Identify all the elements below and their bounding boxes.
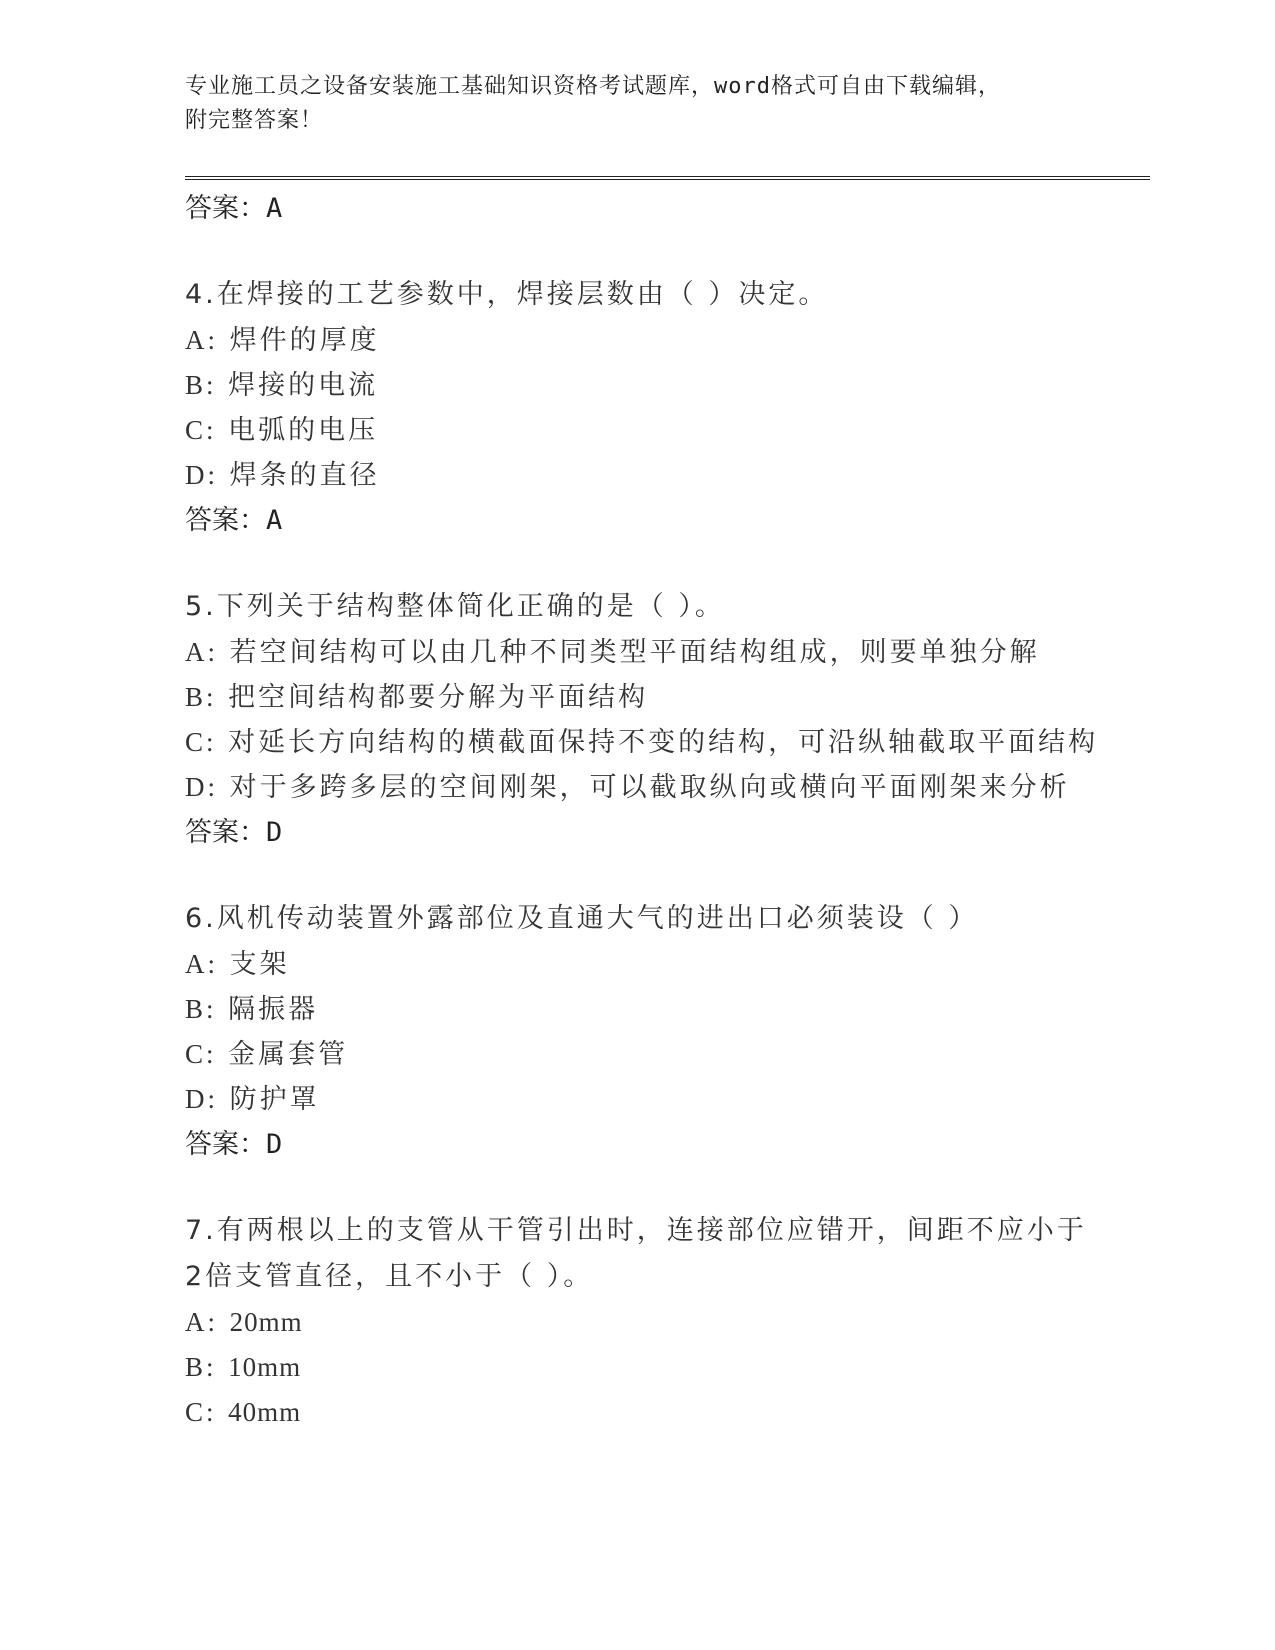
option-b: [185, 1345, 1150, 1390]
header-divider: [185, 176, 1150, 180]
option-text: 支架: [229, 949, 290, 980]
question-7: [185, 1208, 1150, 1435]
option-c: [185, 1032, 1150, 1077]
option-letter: B:: [185, 994, 217, 1024]
option-letter: B:: [185, 370, 217, 400]
question-stem: 5.下列关于结构整体简化正确的是（ ）。: [185, 591, 725, 622]
option-b: [185, 987, 1150, 1032]
option-letter: C:: [185, 415, 217, 445]
answer-label: 答案：: [185, 1129, 266, 1160]
header-line-1: 专业施工员之设备安装施工基础知识资格考试题库，word格式可自由下载编辑，: [185, 74, 1001, 99]
option-text: 焊条的直径: [229, 460, 380, 491]
option-letter: D:: [185, 460, 218, 490]
document-page: [185, 70, 1150, 1435]
option-c: [185, 720, 1150, 765]
option-a: [185, 942, 1150, 987]
option-text: 把空间结构都要分解为平面结构: [228, 682, 649, 713]
option-letter: C:: [185, 1397, 217, 1427]
option-letter: D:: [185, 772, 218, 802]
question-stem-line-1: 7.有两根以上的支管从干管引出时，连接部位应错开，间距不应小于: [185, 1215, 1087, 1246]
option-text: 对于多跨多层的空间刚架，可以截取纵向或横向平面刚架来分析: [229, 772, 1070, 803]
option-text: 20mm: [229, 1307, 303, 1337]
option-a: [185, 630, 1150, 675]
answer-label: 答案：: [185, 817, 266, 848]
option-text: 焊接的电流: [228, 370, 379, 401]
question-6: [185, 896, 1150, 1168]
option-letter: A:: [185, 1307, 218, 1337]
option-letter: B:: [185, 682, 217, 712]
answer-label: 答案：: [185, 193, 266, 224]
option-text: 10mm: [228, 1352, 302, 1382]
answer-value: D: [266, 817, 283, 848]
document-header: [185, 70, 1150, 138]
option-text: 若空间结构可以由几种不同类型平面结构组成，则要单独分解: [229, 637, 1040, 668]
option-letter: C:: [185, 1039, 217, 1069]
question-stem-line-2: 2倍支管直径，且不小于（ ）。: [185, 1261, 594, 1292]
answer: [185, 498, 1150, 544]
option-a: [185, 318, 1150, 363]
option-d: [185, 453, 1150, 498]
question-stem: [185, 1208, 1150, 1300]
answer-value: D: [266, 1129, 283, 1160]
option-b: [185, 675, 1150, 720]
option-text: 金属套管: [228, 1039, 349, 1070]
option-letter: A:: [185, 949, 218, 979]
option-c: [185, 1390, 1150, 1435]
option-text: 防护罩: [229, 1084, 320, 1115]
option-letter: A:: [185, 325, 218, 355]
option-text: 40mm: [228, 1397, 302, 1427]
option-text: 焊件的厚度: [229, 325, 380, 356]
option-text: 隔振器: [228, 994, 319, 1025]
answer-value: A: [266, 505, 283, 536]
option-text: 对延长方向结构的横截面保持不变的结构，可沿纵轴截取平面结构: [228, 727, 1099, 758]
option-a: [185, 1300, 1150, 1345]
answer-prev: [185, 186, 1150, 232]
option-c: [185, 408, 1150, 453]
option-d: [185, 765, 1150, 810]
option-letter: A:: [185, 637, 218, 667]
option-text: 电弧的电压: [228, 415, 379, 446]
option-letter: C:: [185, 727, 217, 757]
option-d: [185, 1077, 1150, 1122]
question-5: [185, 584, 1150, 856]
header-line-2: 附完整答案！: [185, 108, 324, 133]
option-letter: D:: [185, 1084, 218, 1114]
option-b: [185, 363, 1150, 408]
option-letter: B:: [185, 1352, 217, 1382]
answer: [185, 810, 1150, 856]
answer: [185, 1122, 1150, 1168]
question-stem: 6.风机传动装置外露部位及直通大气的进出口必须装设（ ）: [185, 903, 979, 934]
question-stem: 4.在焊接的工艺参数中，焊接层数由（ ）决定。: [185, 279, 829, 310]
answer-label: 答案：: [185, 505, 266, 536]
answer-value: A: [266, 193, 283, 224]
question-4: [185, 272, 1150, 544]
